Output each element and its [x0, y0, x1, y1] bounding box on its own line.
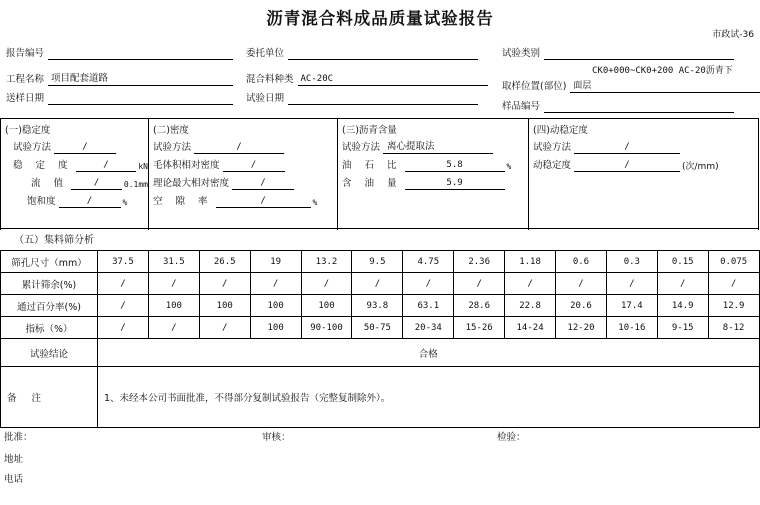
footer	[0, 425, 760, 491]
table-cell: /	[199, 273, 250, 295]
address-row	[0, 447, 760, 469]
table-cell: 8-12	[708, 317, 759, 339]
test-date-input[interactable]	[288, 92, 478, 105]
field-report-no	[6, 44, 233, 60]
cumulative-retained-row	[1, 273, 760, 295]
density-row-bulk	[153, 157, 337, 172]
client-input[interactable]	[288, 47, 478, 60]
table-cell: 13.2	[301, 251, 352, 273]
stability-method-value[interactable]: /	[54, 141, 116, 154]
field-project	[6, 70, 233, 86]
row-label: 通过百分率(%)	[1, 295, 98, 317]
table-cell: 10-16	[606, 317, 657, 339]
table-cell: /	[352, 273, 403, 295]
table-cell: 2.36	[454, 251, 505, 273]
stability-value-input[interactable]: /	[76, 159, 137, 172]
asphalt-row-method	[342, 139, 528, 154]
table-cell: 0.6	[556, 251, 607, 273]
spec-index-row	[1, 317, 760, 339]
table-cell: /	[98, 273, 149, 295]
bulk-density-label: 毛体积相对密度	[153, 160, 220, 171]
page-title: 沥青混合料成品质量试验报告	[266, 9, 494, 28]
address-label: 地址	[4, 454, 24, 465]
row-label: 指标（%）	[1, 317, 98, 339]
field-sample-no	[502, 97, 734, 113]
table-cell: 100	[250, 317, 301, 339]
report-no-input[interactable]	[48, 47, 233, 60]
table-cell: /	[199, 317, 250, 339]
remark-text: 1、未经本公司书面批准，不得部分复制试验报告（完整复制除外）。	[98, 367, 760, 428]
bulk-density-value[interactable]: /	[223, 159, 285, 172]
table-cell: 50-75	[352, 317, 403, 339]
dynamic-method-value[interactable]: /	[574, 141, 680, 154]
table-cell: 100	[250, 295, 301, 317]
density-row-theoretical	[153, 175, 337, 190]
passing-percent-row	[1, 295, 760, 317]
table-cell: /	[606, 273, 657, 295]
saturation-label: 饱和度	[27, 196, 56, 207]
form-code: 市政试-36	[712, 30, 754, 40]
table-cell: 12.9	[708, 295, 759, 317]
inspect-label: 检验：	[497, 432, 526, 443]
table-cell: 19	[250, 251, 301, 273]
table-cell: /	[148, 273, 199, 295]
table-cell: 17.4	[606, 295, 657, 317]
signature-row	[0, 425, 760, 447]
section-stability	[0, 119, 148, 230]
table-cell: /	[301, 273, 352, 295]
density-method-label: 试验方法	[153, 142, 192, 153]
sample-location-input[interactable]: 面层	[570, 80, 760, 93]
remark-label: 备 注	[1, 367, 98, 428]
table-cell: 4.75	[403, 251, 454, 273]
asphalt-row-oil	[342, 175, 528, 190]
field-test-category	[502, 44, 734, 60]
dynamic-row-value	[533, 157, 758, 172]
table-cell: 37.5	[98, 251, 149, 273]
table-cell: 14.9	[657, 295, 708, 317]
density-method-value[interactable]: /	[194, 141, 284, 154]
table-cell: 0.075	[708, 251, 759, 273]
asphalt-row-ratio	[342, 157, 528, 172]
test-date-label: 试验日期	[246, 93, 285, 104]
section-stability-title: (一)稳定度	[5, 125, 51, 136]
voids-unit: %	[312, 198, 318, 207]
remark-row	[1, 367, 760, 428]
test-category-label: 试验类别	[502, 48, 541, 59]
dynamic-row-method	[533, 139, 758, 154]
table-cell: 0.15	[657, 251, 708, 273]
saturation-unit: %	[122, 198, 128, 207]
project-label: 工程名称	[6, 74, 45, 85]
table-cell: 9.5	[352, 251, 403, 273]
row-label: 累计筛余(%)	[1, 273, 98, 295]
conclusion-value: 合格	[98, 339, 760, 367]
table-cell: 12-20	[556, 317, 607, 339]
report-no-label: 报告编号	[6, 48, 45, 59]
submit-date-input[interactable]	[48, 92, 233, 105]
conclusion-row	[1, 339, 760, 367]
sample-no-input[interactable]	[544, 100, 734, 113]
table-cell: 63.1	[403, 295, 454, 317]
test-category-input[interactable]	[544, 47, 734, 60]
table-cell: /	[505, 273, 556, 295]
theoretical-density-value[interactable]: /	[232, 177, 294, 190]
asphalt-method-label: 试验方法	[342, 142, 381, 153]
voids-value[interactable]: /	[216, 195, 311, 208]
table-cell: 1.18	[505, 251, 556, 273]
section-dynamic-stability	[528, 119, 759, 230]
mix-type-label: 混合料种类	[246, 74, 294, 85]
sample-location-value-line1: CK0+000~CK0+200 AC-20沥青下	[592, 66, 733, 76]
table-cell: /	[556, 273, 607, 295]
saturation-value[interactable]: /	[59, 195, 121, 208]
stability-value-unit: kN	[138, 162, 148, 171]
section-asphalt-content	[337, 119, 528, 230]
stability-value-label: 稳 定 度	[13, 160, 73, 171]
stability-row-flow	[5, 175, 148, 190]
table-cell: 20.6	[556, 295, 607, 317]
table-cell: 15-26	[454, 317, 505, 339]
client-label: 委托单位	[246, 48, 285, 59]
voids-label: 空 隙 率	[153, 196, 213, 207]
mix-type-input[interactable]: AC-20C	[298, 73, 488, 86]
table-cell: 28.6	[454, 295, 505, 317]
asphalt-method-value[interactable]: 离心提取法	[383, 141, 493, 154]
review-label: 审核：	[262, 432, 291, 443]
oil-content-label: 含 油 量	[342, 178, 402, 189]
section-density	[148, 119, 337, 230]
table-cell: /	[98, 317, 149, 339]
table-cell: 93.8	[352, 295, 403, 317]
sample-no-label: 样品编号	[502, 101, 541, 112]
flow-unit: 0.1mm	[123, 180, 148, 189]
density-row-voids	[153, 193, 337, 208]
asphalt-ratio-unit: %	[506, 162, 512, 171]
density-row-method	[153, 139, 337, 154]
table-cell: /	[708, 273, 759, 295]
table-cell: /	[250, 273, 301, 295]
dynamic-stability-value[interactable]: /	[574, 159, 680, 172]
table-cell: /	[98, 295, 149, 317]
conclusion-label: 试验结论	[1, 339, 98, 367]
header-fields	[0, 44, 760, 116]
stability-row-method	[5, 139, 148, 154]
asphalt-ratio-label: 油 石 比	[342, 160, 402, 171]
field-client	[246, 44, 478, 60]
approve-label: 批准：	[4, 432, 33, 443]
sieve-size-row	[1, 251, 760, 273]
oil-content-value[interactable]: 5.9	[405, 177, 505, 190]
phone-label: 电话	[4, 474, 24, 485]
table-cell: /	[403, 273, 454, 295]
row-label: 筛孔尺寸（mm）	[1, 251, 98, 273]
section-density-title: (二)密度	[153, 125, 189, 136]
table-cell: /	[148, 317, 199, 339]
sieve-section-title: （五）集料筛分析	[14, 235, 94, 246]
theoretical-density-label: 理论最大相对密度	[153, 178, 230, 189]
dynamic-stability-unit: (次/mm)	[682, 162, 719, 172]
test-sections-row	[0, 118, 759, 229]
table-cell: 100	[301, 295, 352, 317]
field-test-date	[246, 89, 478, 105]
sample-location-label: 取样位置(部位)	[502, 81, 567, 92]
table-cell: /	[454, 273, 505, 295]
dynamic-method-label: 试验方法	[533, 142, 572, 153]
field-sample-location	[502, 77, 760, 93]
dynamic-stability-label: 动稳定度	[533, 160, 572, 171]
phone-row	[0, 469, 760, 491]
stability-row-saturation	[5, 193, 148, 208]
flow-value[interactable]: /	[71, 177, 122, 190]
asphalt-ratio-value[interactable]: 5.8	[405, 159, 505, 172]
stability-row-value	[5, 157, 148, 172]
table-cell: 26.5	[199, 251, 250, 273]
table-cell: 90-100	[301, 317, 352, 339]
table-cell: 31.5	[148, 251, 199, 273]
table-cell: 0.3	[606, 251, 657, 273]
field-mix-type	[246, 70, 488, 86]
table-cell: 22.8	[505, 295, 556, 317]
table-cell: 100	[199, 295, 250, 317]
sieve-analysis-table	[0, 250, 760, 428]
flow-label: 流 值	[31, 178, 69, 189]
project-input[interactable]: 项目配套道路	[48, 73, 233, 86]
table-cell: 20-34	[403, 317, 454, 339]
table-cell: 100	[148, 295, 199, 317]
table-cell: 14-24	[505, 317, 556, 339]
submit-date-label: 送样日期	[6, 93, 45, 104]
section-asphalt-title: (三)沥青含量	[342, 125, 397, 136]
field-submit-date	[6, 89, 233, 105]
table-cell: /	[657, 273, 708, 295]
section-dynamic-title: (四)动稳定度	[533, 125, 588, 136]
stability-method-label: 试验方法	[13, 142, 52, 153]
table-cell: 9-15	[657, 317, 708, 339]
